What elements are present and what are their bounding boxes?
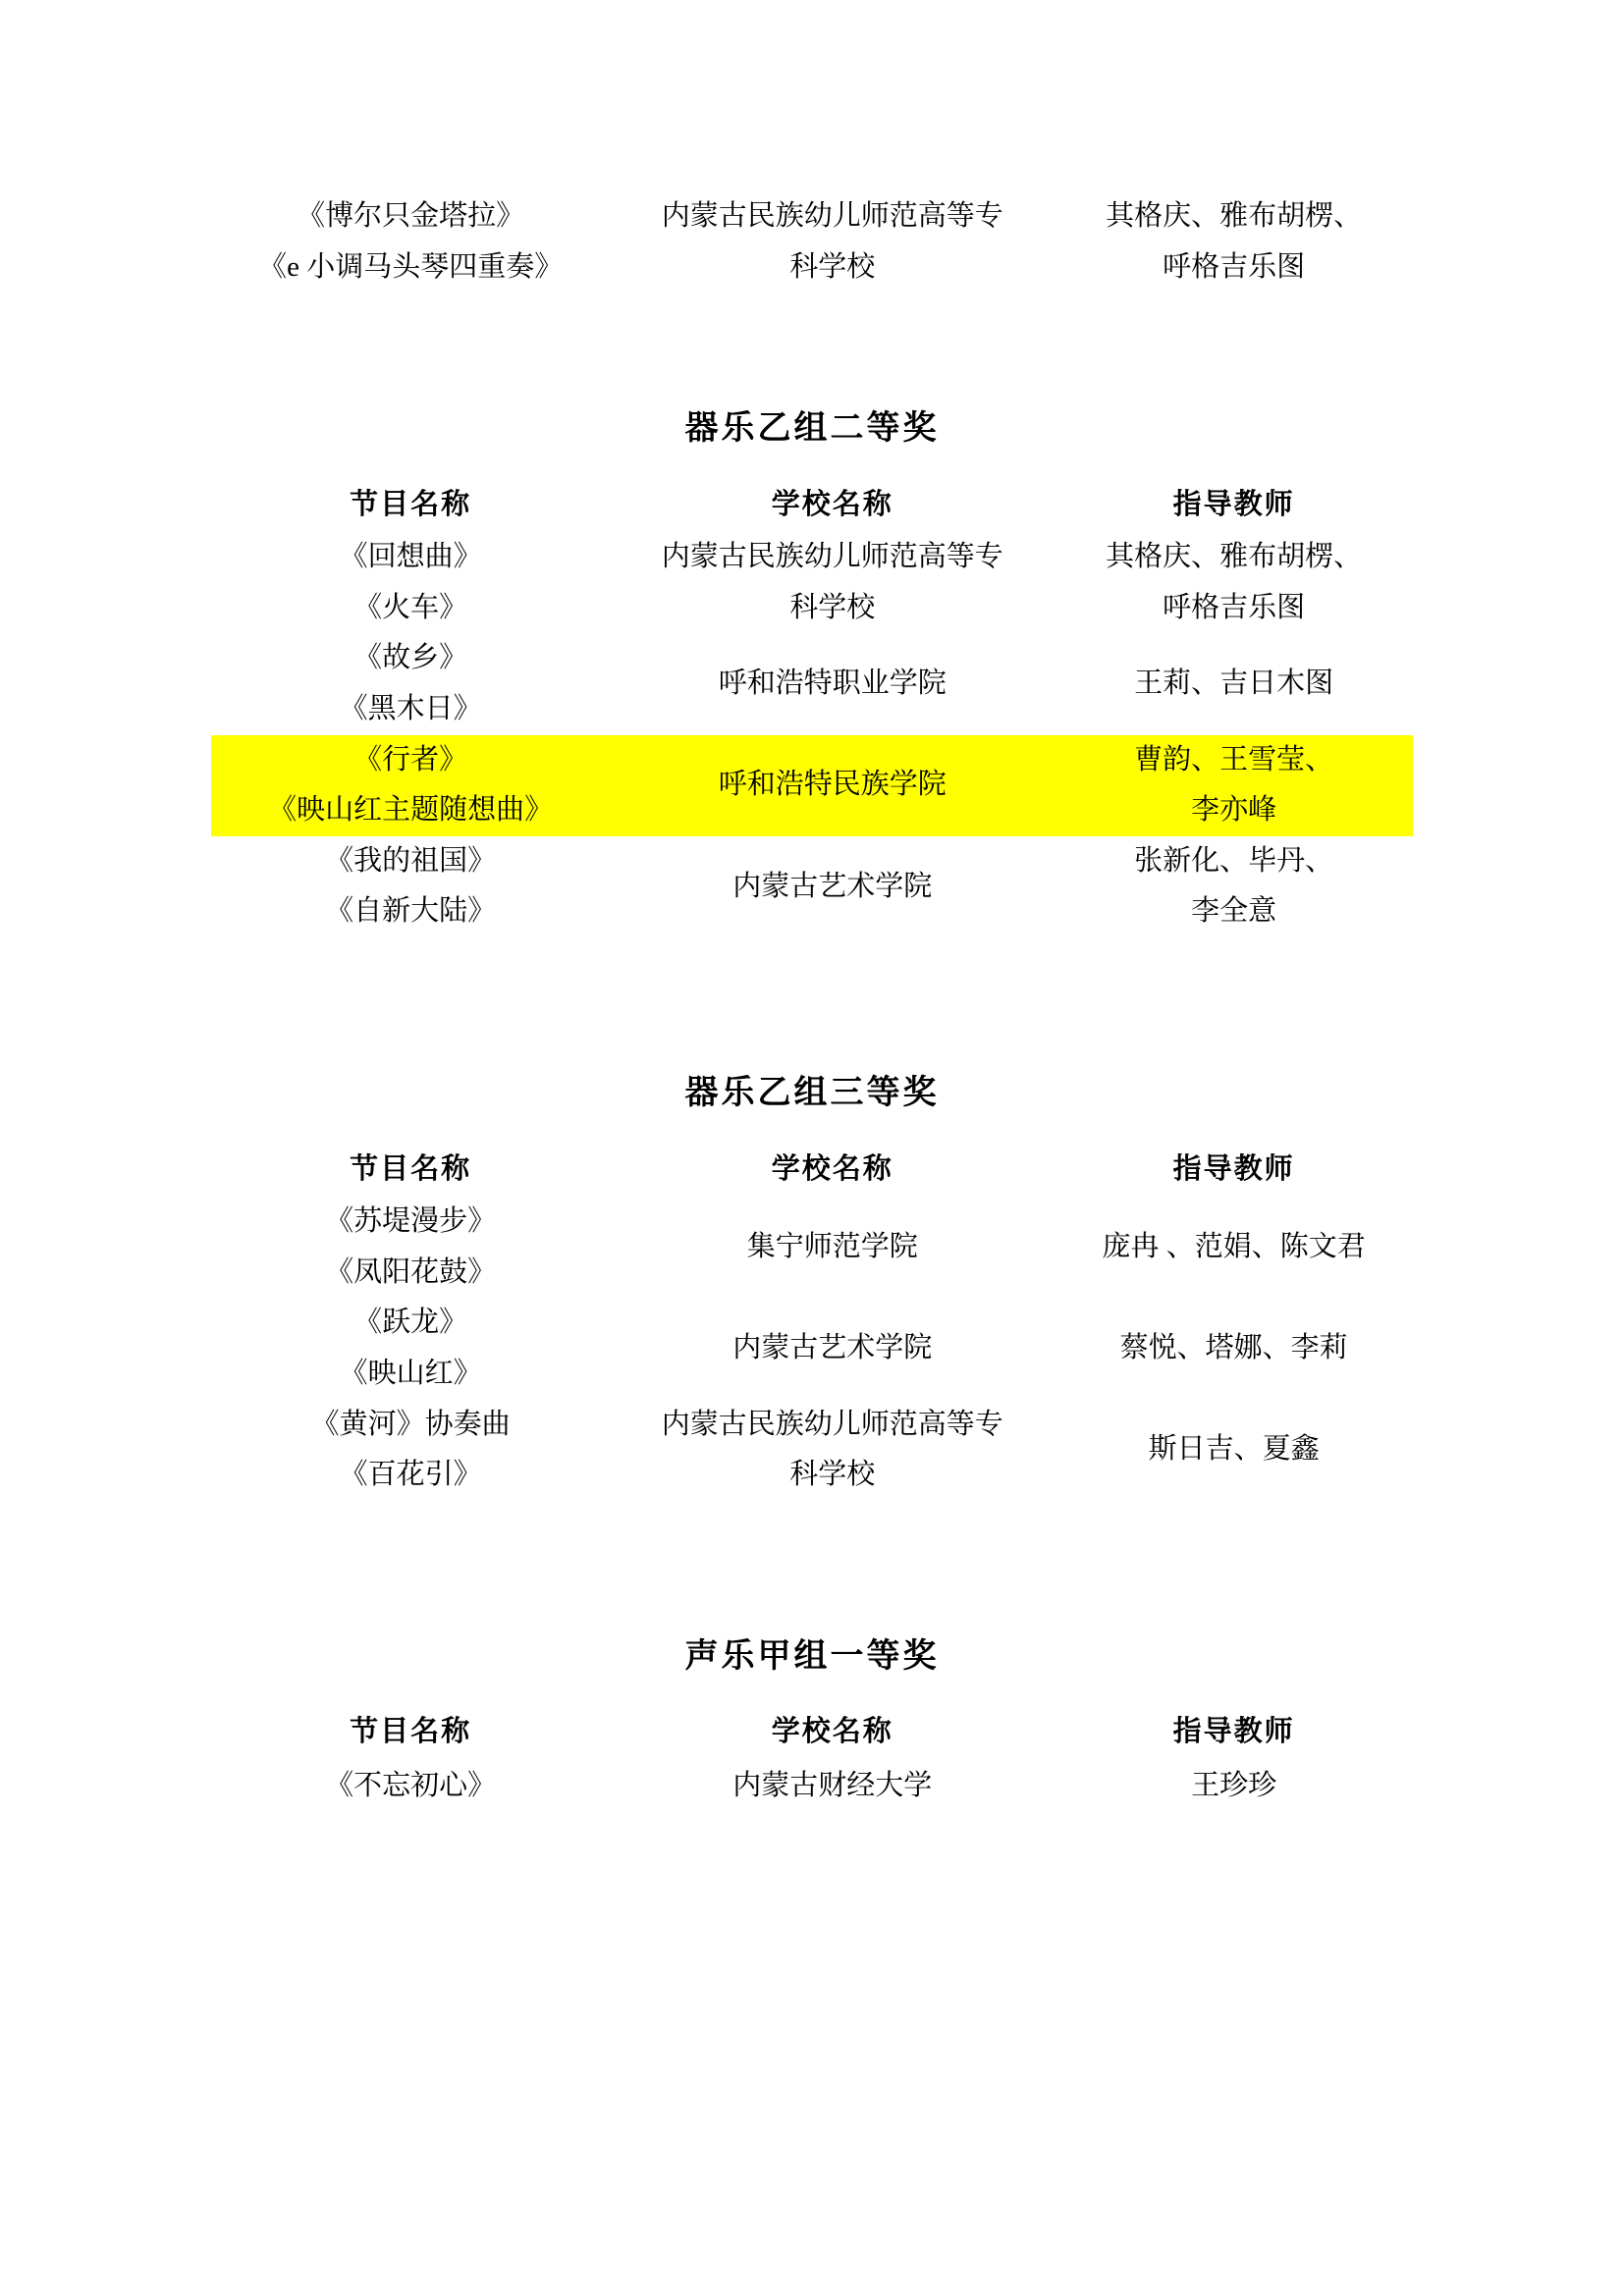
award-table-qiyue-yi-zu-er-deng	[211, 478, 1413, 937]
program-cell	[211, 1197, 610, 1298]
section-title: 声乐甲组一等奖	[684, 1637, 940, 1675]
school-line: 科学校	[789, 591, 876, 623]
teacher-line: 其格庆、雅布胡楞、	[1106, 541, 1363, 573]
column-header-program: 节目名称	[350, 1716, 472, 1748]
teacher-cell	[1055, 1760, 1413, 1814]
table-row	[211, 532, 1413, 633]
school-cell	[610, 191, 1055, 293]
table-header-row	[211, 1143, 1413, 1197]
teacher-cell	[1055, 735, 1413, 836]
teacher-line: 王莉、吉日木图	[1134, 667, 1334, 700]
table-row	[211, 633, 1413, 734]
column-header-teacher: 指导教师	[1172, 1152, 1295, 1185]
school-line: 内蒙古艺术学院	[732, 870, 933, 902]
school-line: 内蒙古艺术学院	[732, 1332, 933, 1364]
teacher-cell	[1055, 1197, 1413, 1298]
school-line: 内蒙古民族幼儿师范高等专	[661, 1408, 1003, 1440]
school-cell	[610, 1197, 1055, 1298]
school-line: 内蒙古财经大学	[732, 1770, 933, 1802]
school-line: 科学校	[789, 1459, 876, 1491]
teacher-cell	[1055, 1400, 1413, 1501]
teacher-cell	[1055, 633, 1413, 734]
school-cell	[610, 735, 1055, 836]
table-row	[211, 1197, 1413, 1298]
teacher-line: 李全意	[1191, 895, 1277, 928]
school-line: 内蒙古民族幼儿师范高等专	[661, 541, 1003, 573]
program-line: 《行者》	[353, 743, 468, 775]
teacher-line: 斯日吉、夏鑫	[1148, 1433, 1320, 1466]
school-cell	[610, 1760, 1055, 1814]
school-line: 呼和浩特民族学院	[718, 769, 947, 801]
teacher-line: 曹韵、王雪莹、	[1134, 743, 1334, 775]
program-cell	[211, 633, 610, 734]
school-cell	[610, 532, 1055, 633]
award-table-qiyue-yi-zu-san-deng	[211, 1143, 1413, 1501]
award-table-shengyue-jia-zu-yi-deng	[211, 1706, 1413, 1814]
program-cell	[211, 1400, 610, 1501]
program-line: 《凤阳花鼓》	[325, 1255, 497, 1288]
column-header-teacher: 指导教师	[1172, 1716, 1295, 1748]
school-line: 科学校	[789, 250, 876, 283]
program-cell	[211, 836, 610, 937]
program-line: 《我的祖国》	[325, 844, 497, 877]
teacher-line: 李亦峰	[1191, 794, 1277, 827]
continuation-table	[211, 191, 1413, 293]
column-header-program: 节目名称	[350, 1152, 472, 1185]
teacher-cell	[1055, 836, 1413, 937]
school-cell	[610, 633, 1055, 734]
table-row	[211, 836, 1413, 937]
school-line: 内蒙古民族幼儿师范高等专	[661, 200, 1003, 232]
teacher-cell	[1055, 532, 1413, 633]
program-cell	[211, 1760, 610, 1814]
teacher-cell	[1055, 1298, 1413, 1399]
program-line: 《回想曲》	[339, 541, 482, 573]
program-line: 《不忘初心》	[325, 1770, 497, 1802]
section-title: 器乐乙组二等奖	[684, 410, 940, 448]
column-header-school: 学校名称	[771, 1716, 893, 1748]
table-header-row	[211, 1706, 1413, 1760]
program-cell	[211, 735, 610, 836]
table-header-row	[211, 478, 1413, 532]
program-line: 《e 小调马头琴四重奏》	[258, 250, 564, 283]
program-line: 《博尔只金塔拉》	[297, 200, 525, 232]
teacher-line: 呼格吉乐图	[1163, 250, 1306, 283]
teacher-line: 其格庆、雅布胡楞、	[1106, 200, 1363, 232]
table-row-highlighted	[211, 735, 1413, 836]
program-cell	[211, 191, 610, 293]
program-cell	[211, 1298, 610, 1399]
teacher-line: 蔡悦、塔娜、李莉	[1119, 1332, 1348, 1364]
column-header-teacher: 指导教师	[1172, 488, 1295, 520]
top-continuation-block	[211, 0, 1413, 293]
school-cell	[610, 1298, 1055, 1399]
program-line: 《映山红主题随想曲》	[268, 794, 554, 827]
table-row	[211, 191, 1413, 293]
school-line: 呼和浩特职业学院	[718, 667, 947, 700]
program-line: 《跃龙》	[353, 1307, 468, 1339]
table-row	[211, 1400, 1413, 1501]
program-line: 《百花引》	[339, 1459, 482, 1491]
teacher-line: 张新化、毕丹、	[1134, 844, 1334, 877]
program-line: 《苏堤漫步》	[325, 1205, 497, 1238]
teacher-line: 呼格吉乐图	[1163, 591, 1306, 623]
section-title: 器乐乙组三等奖	[684, 1075, 940, 1112]
program-line: 《映山红》	[339, 1357, 482, 1389]
program-line: 《火车》	[353, 591, 468, 623]
column-header-school: 学校名称	[771, 1152, 893, 1185]
program-cell	[211, 532, 610, 633]
column-header-school: 学校名称	[771, 488, 893, 520]
school-line: 集宁师范学院	[746, 1230, 918, 1262]
table-row	[211, 1298, 1413, 1399]
teacher-cell	[1055, 191, 1413, 293]
column-header-program: 节目名称	[350, 488, 472, 520]
teacher-line: 庞冉 、范娟、陈文君	[1102, 1230, 1366, 1262]
program-line: 《自新大陆》	[325, 895, 497, 928]
program-line: 《故乡》	[353, 642, 468, 674]
school-cell	[610, 836, 1055, 937]
program-line: 《黑木日》	[339, 693, 482, 725]
school-cell	[610, 1400, 1055, 1501]
table-row	[211, 1760, 1413, 1814]
teacher-line: 王珍珍	[1191, 1770, 1277, 1802]
program-line: 《黄河》协奏曲	[310, 1408, 511, 1440]
